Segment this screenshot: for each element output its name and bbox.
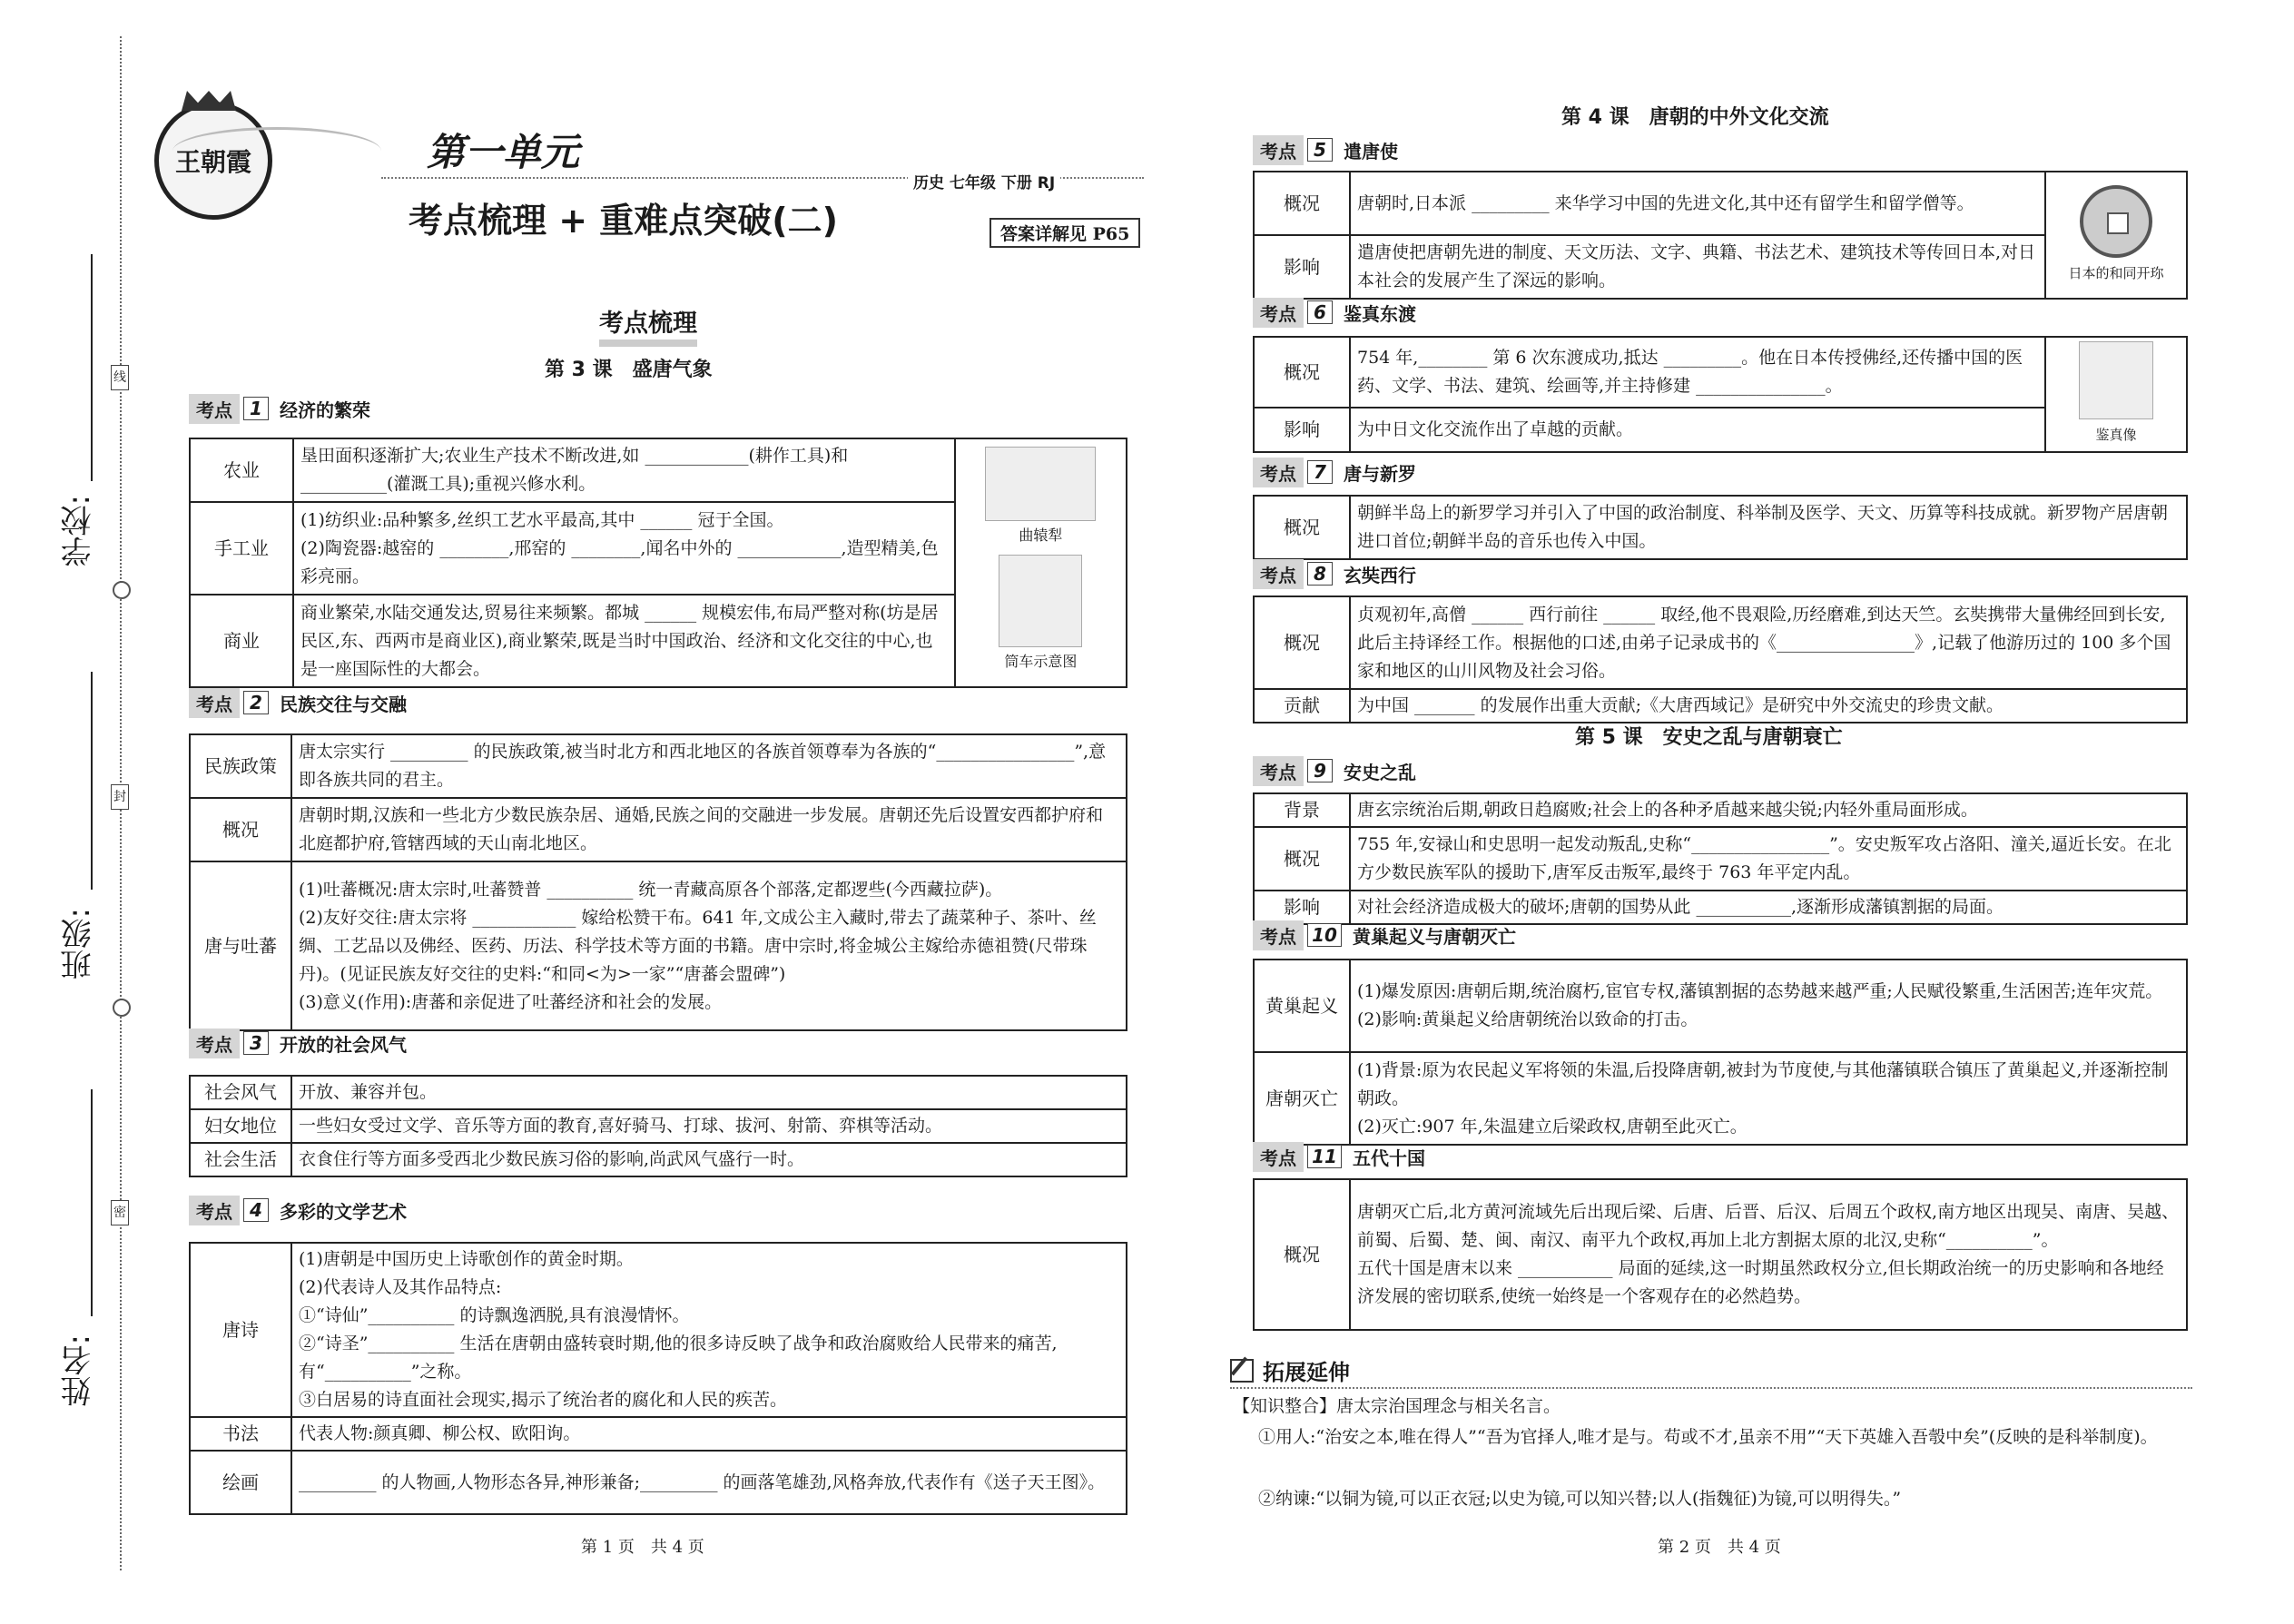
kaodian-title: 五代十国 [1353, 1147, 1425, 1169]
lesson-4-title: 第 4 课 唐朝的中外文化交流 [1561, 106, 1829, 129]
row-text: 商业繁荣,水陆交通发达,贸易往来频繁。都城 ______ 规模宏伟,布局严整对称(坊是居民区,东、西两市是商业区),商业繁荣,既是当时中国政治、经济和文化交往的中心,也是一座国际性的大都会。 [293, 595, 955, 687]
kaodian-title: 鉴真东渡 [1344, 302, 1416, 325]
binding-mark-mi: 密 [111, 1200, 129, 1225]
name-blank [91, 1089, 93, 1316]
coin-cell [2045, 172, 2187, 299]
kaodian-11-header [1253, 1141, 1425, 1172]
portrait-caption: 鉴真像 [2095, 427, 2137, 443]
row-text: 唐太宗实行 _________ 的民族政策,被当时北方和西北地区的各族首领尊奉为各族的“________________”,意即各族共同的君主。 [291, 734, 1127, 798]
row-text: 代表人物:颜真卿、柳公权、欧阳询。 [291, 1417, 1127, 1451]
row-label: 书法 [190, 1417, 291, 1451]
knowledge-title: 【知识整合】唐太宗治国理念与相关名言。 [1233, 1396, 1561, 1416]
name-label: 姓名: [61, 1334, 97, 1407]
row-text: 遣唐使把唐朝先进的制度、天文历法、文字、典籍、书法艺术、建筑技术等传回日本,对日本社会的发展产生了深远的影响。 [1350, 235, 2045, 299]
table-row [190, 1143, 1127, 1176]
row-label: 概况 [190, 798, 291, 861]
quote-remonstrance: ②纳谏:“以铜为镜,可以正衣冠;以史为镜,可以知兴替;以人(指魏征)为镜,可以明得失。” [1258, 1489, 1902, 1509]
lesson-3-title: 第 3 课 盛唐气象 [545, 359, 713, 381]
table-row [190, 1243, 1127, 1417]
table-row [1254, 172, 2187, 235]
row-label: 唐诗 [190, 1243, 291, 1417]
kaodian-tag: 考点 [1253, 1142, 1304, 1172]
row-label: 黄巢起义 [1254, 960, 1350, 1052]
kaodian-number: 2 [243, 691, 269, 714]
jianzhen-portrait [2079, 341, 2153, 419]
kaodian-title: 多彩的文学艺术 [280, 1200, 407, 1223]
row-text: 一些妇女受过文学、音乐等方面的教育,喜好骑马、打球、拔河、射箭、弈棋等活动。 [291, 1109, 1127, 1143]
ribbon-decoration [172, 127, 381, 175]
table-row [190, 1076, 1127, 1109]
kaodian-5-table [1253, 171, 2188, 300]
table-row [1254, 337, 2187, 408]
row-label: 绘画 [190, 1451, 291, 1514]
kaodian-tag: 考点 [189, 688, 240, 718]
row-text: 开放、兼容并包。 [291, 1076, 1127, 1109]
kaodian-3-table [189, 1075, 1127, 1177]
row-text: 唐朝时期,汉族和一些北方少数民族杂居、通婚,民族之间的交融进一步发展。唐朝还先后设置安西都护府和北庭都护府,管辖西域的天山南北地区。 [291, 798, 1127, 861]
binding-hole-icon [113, 999, 131, 1017]
logo-text: 王朝霞 [174, 147, 251, 177]
table-row [1254, 689, 2187, 723]
row-label: 影响 [1254, 408, 1350, 452]
row-text: 为中日文化交流作出了卓越的贡献。 [1350, 408, 2045, 452]
kaodian-title: 玄奘西行 [1344, 564, 1416, 586]
row-label: 概况 [1254, 496, 1350, 559]
main-title: 考点梳理 + 重难点突破(二) [409, 201, 839, 241]
row-text: _________ 的人物画,人物形态各异,神形兼备;_________ 的画落笔雄劲,风格奔放,代表作有《送子天王图》。 [291, 1451, 1127, 1514]
row-text: 754 年,________ 第 6 次东渡成功,抵达 _________。他在日本传授佛经,还传播中国的医药、文学、书法、建筑、绘画等,并主持修建 _______________。 [1350, 337, 2045, 408]
row-text: (1)爆发原因:唐朝后期,统治腐朽,宦官专权,藩镇割据的态势越来越严重;人民赋役繁重,生活困苦;连年灾荒。 (2)影响:黄巢起义给唐朝统治以致命的打击。 [1350, 960, 2187, 1052]
table-row [190, 1417, 1127, 1451]
kaodian-7-table [1253, 495, 2188, 560]
row-label: 社会风气 [190, 1076, 291, 1109]
row-text: (1)吐蕃概况:唐太宗时,吐蕃赞普 __________ 统一青藏高原各个部落,定都逻些(今西藏拉萨)。 (2)友好交往:唐太宗将 ____________ 嫁给松赞干布。641 年,文成公主入藏时,带去了蔬菜种子、茶叶、丝绸、工艺品以及佛经、医药、历法、科学技术等方面的书籍。唐中宗时,将金城公主嫁给赤德祖赞(尺带珠丹)。(见证民族友好交往的史料:“和同<为>一家”“唐蕃会盟碑”) (3)意义(作用):唐蕃和亲促进了吐蕃经济和社会的发展。 [291, 861, 1127, 1030]
row-label: 民族政策 [190, 734, 291, 798]
binding-mark-feng: 封 [111, 784, 129, 810]
kaodian-2-table [189, 733, 1127, 1031]
kaodian-number: 9 [1307, 759, 1333, 782]
kaodian-tag: 考点 [1253, 458, 1304, 487]
portrait-cell [2045, 337, 2187, 452]
row-label: 贡献 [1254, 689, 1350, 723]
row-label: 概况 [1254, 596, 1350, 689]
quote-employ: ①用人:“治安之本,唯在得人”“吾为官择人,唯才是与。苟或不才,虽亲不用”“天下英雄入吾彀中矣”(反映的是科举制度)。 [1258, 1427, 2158, 1447]
subject-meta: 历史 七年级 下册 RJ [908, 170, 1060, 192]
row-text: 为中国 _______ 的发展作出重大贡献;《大唐西域记》是研究中外交流史的珍贵文献。 [1350, 689, 2187, 723]
kaodian-number: 8 [1307, 562, 1333, 586]
table-row [190, 734, 1127, 798]
table-row [190, 1451, 1127, 1514]
table-row [1254, 960, 2187, 1052]
row-text: (1)唐朝是中国历史上诗歌创作的黄金时期。 (2)代表诗人及其作品特点: ①“诗仙”__________ 的诗飘逸洒脱,具有浪漫情怀。 ②“诗圣”__________ 生活在唐朝由盛转衰时期,他的很多诗反映了战争和政治腐败给人民带来的痛苦,有“__________”之称。 ③白居易的诗直面社会现实,揭示了统治者的腐化和人民的疾苦。 [291, 1243, 1127, 1417]
row-text: (1)纺织业:品种繁多,丝织工艺水平最高,其中 ______ 冠于全国。 (2)陶瓷器:越窑的 ________,邢窑的 ________,闻名中外的 ____________,造型精美,色彩亮丽。 [293, 502, 955, 595]
kaodian-9-header [1253, 755, 1416, 786]
unit-title: 第一单元 [427, 130, 580, 174]
table-row [1254, 1052, 2187, 1145]
kaodian-10-table [1253, 959, 2188, 1146]
row-label: 影响 [1254, 235, 1350, 299]
kaodian-number: 4 [243, 1198, 269, 1222]
coin-icon [2080, 185, 2152, 258]
table-row [190, 1109, 1127, 1143]
kaodian-number: 5 [1307, 138, 1333, 162]
kaodian-title: 唐与新罗 [1344, 462, 1416, 485]
row-label: 唐朝灭亡 [1254, 1052, 1350, 1145]
kaodian-tag: 考点 [1253, 559, 1304, 589]
table-row [1254, 496, 2187, 559]
kaodian-tag: 考点 [189, 394, 240, 424]
row-text: 朝鲜半岛上的新罗学习并引入了中国的政治制度、科举制及医学、天文、历算等科技成就。新罗物产居唐朝进口首位;朝鲜半岛的音乐也传入中国。 [1350, 496, 2187, 559]
row-text: 垦田面积逐渐扩大;农业生产技术不断改进,如 ____________(耕作工具)和 __________(灌溉工具);重视兴修水利。 [293, 438, 955, 502]
table-row [1254, 827, 2187, 891]
kaodian-title: 开放的社会风气 [280, 1033, 407, 1056]
lesson-5-title: 第 5 课 安史之乱与唐朝衰亡 [1575, 726, 1843, 749]
row-label: 概况 [1254, 827, 1350, 891]
plough-image [985, 447, 1096, 521]
row-label: 概况 [1254, 172, 1350, 235]
kaodian-2-header [189, 687, 407, 718]
kaodian-tag: 考点 [1253, 920, 1304, 950]
row-text: 贞观初年,高僧 ______ 西行前往 ______ 取经,他不畏艰险,历经磨难,到达天竺。玄奘携带大量佛经回到长安,此后主持译经工作。根据他的口述,由弟子记录成书的《________________》,记载了他游历过的 100 多个国家和地区的山川风物及社会习俗。 [1350, 596, 2187, 689]
plough-caption: 曲辕犁 [1019, 527, 1063, 544]
kaodian-4-table [189, 1242, 1127, 1515]
kaodian-tag: 考点 [189, 1029, 240, 1058]
illustration-cell [955, 438, 1127, 687]
kaodian-tag: 考点 [1253, 756, 1304, 786]
row-label: 社会生活 [190, 1143, 291, 1176]
row-label: 概况 [1254, 337, 1350, 408]
row-label: 影响 [1254, 891, 1350, 924]
kaodian-9-table [1253, 792, 2188, 925]
table-row [1254, 1179, 2187, 1330]
kaodian-tag: 考点 [1253, 298, 1304, 328]
kaodian-title: 遣唐使 [1344, 140, 1398, 162]
kaodian-6-table [1253, 336, 2188, 453]
table-row [190, 798, 1127, 861]
answer-ref: 答案详解见 P65 [989, 218, 1140, 248]
kaodian-title: 黄巢起义与唐朝灭亡 [1353, 925, 1516, 948]
row-text: 对社会经济造成极大的破坏;唐朝的国势从此 ___________,逐渐形成藩镇割据的局面。 [1350, 891, 2187, 924]
kaodian-tag: 考点 [1253, 135, 1304, 165]
kaodian-8-table [1253, 595, 2188, 723]
kaodian-11-table [1253, 1178, 2188, 1331]
page-number-right: 第 2 页 共 4 页 [1658, 1538, 1781, 1557]
row-label: 农业 [190, 438, 293, 502]
row-label: 背景 [1254, 793, 1350, 827]
row-text: 唐玄宗统治后期,朝政日趋腐败;社会上的各种矛盾越来越尖锐;内轻外重局面形成。 [1350, 793, 2187, 827]
row-text: 755 年,安禄山和史思明一起发动叛乱,史称“________________”。安史叛军攻占洛阳、潼关,逼近长安。在北方少数民族军队的援助下,唐军反击叛军,最终于 763 年平定内乱。 [1350, 827, 2187, 891]
binding-hole-icon [113, 581, 131, 599]
coin-caption: 日本的和同开珎 [2068, 264, 2164, 281]
table-row [190, 438, 1127, 502]
kaodian-5-header [1253, 134, 1398, 165]
kaodian-number: 1 [243, 397, 269, 420]
kaodian-1-header [189, 393, 370, 424]
row-text: 唐朝灭亡后,北方黄河流域先后出现后梁、后唐、后晋、后汉、后周五个政权,南方地区出现吴、南唐、吴越、前蜀、后蜀、楚、闽、南汉、南平九个政权,再加上北方割据太原的北汉,史称“__________”。 五代十国是唐末以来 ___________ 局面的延续,这一时期虽然政权分立,但长期政治统一的历史影响和各地经济发展的密切联系,使统一始终是一个客观存在的必然趋势。 [1350, 1179, 2187, 1330]
extend-underline [1230, 1387, 2192, 1389]
kaodian-number: 10 [1307, 923, 1342, 947]
row-label: 概况 [1254, 1179, 1350, 1330]
pencil-note-icon [1230, 1359, 1254, 1383]
crown-icon [182, 91, 236, 111]
row-label: 唐与吐蕃 [190, 861, 291, 1030]
kaodian-number: 7 [1307, 460, 1333, 484]
row-text: 唐朝时,日本派 _________ 来华学习中国的先进文化,其中还有留学生和留学僧等。 [1350, 172, 2045, 235]
kaodian-10-header [1253, 920, 1516, 950]
section-title: 考点梳理 [599, 309, 697, 347]
kaodian-number: 11 [1307, 1145, 1342, 1168]
row-label: 妇女地位 [190, 1109, 291, 1143]
binding-mark-xian: 线 [111, 365, 129, 390]
kaodian-6-header [1253, 297, 1416, 328]
kaodian-8-header [1253, 558, 1416, 589]
school-label: 学校: [61, 495, 97, 567]
page-number-left: 第 1 页 共 4 页 [581, 1538, 704, 1557]
waterwheel-caption: 筒车示意图 [1004, 653, 1078, 670]
row-text: (1)背景:原为农民起义军将领的朱温,后投降唐朝,被封为节度使,与其他藩镇联合镇压了黄巢起义,并逐渐控制朝政。 (2)灭亡:907 年,朱温建立后梁政权,唐朝至此灭亡。 [1350, 1052, 2187, 1145]
class-blank [91, 672, 93, 890]
kaodian-number: 6 [1307, 300, 1333, 324]
extend-title: 拓展延伸 [1263, 1360, 1350, 1385]
table-row [1254, 793, 2187, 827]
kaodian-title: 经济的繁荣 [280, 399, 370, 421]
extend-header [1230, 1354, 1350, 1386]
row-label: 商业 [190, 595, 293, 687]
table-row [190, 861, 1127, 1030]
kaodian-title: 民族交往与交融 [280, 693, 407, 715]
row-label: 手工业 [190, 502, 293, 595]
kaodian-3-header [189, 1028, 407, 1058]
kaodian-number: 3 [243, 1031, 269, 1055]
waterwheel-image [999, 555, 1082, 647]
class-label: 班级: [61, 908, 97, 980]
kaodian-1-table [189, 438, 1127, 688]
school-blank [91, 254, 93, 481]
kaodian-tag: 考点 [189, 1196, 240, 1225]
kaodian-title: 安史之乱 [1344, 761, 1416, 783]
kaodian-4-header [189, 1195, 407, 1225]
row-text: 衣食住行等方面多受西北少数民族习俗的影响,尚武风气盛行一时。 [291, 1143, 1127, 1176]
kaodian-7-header [1253, 457, 1416, 487]
table-row [1254, 596, 2187, 689]
